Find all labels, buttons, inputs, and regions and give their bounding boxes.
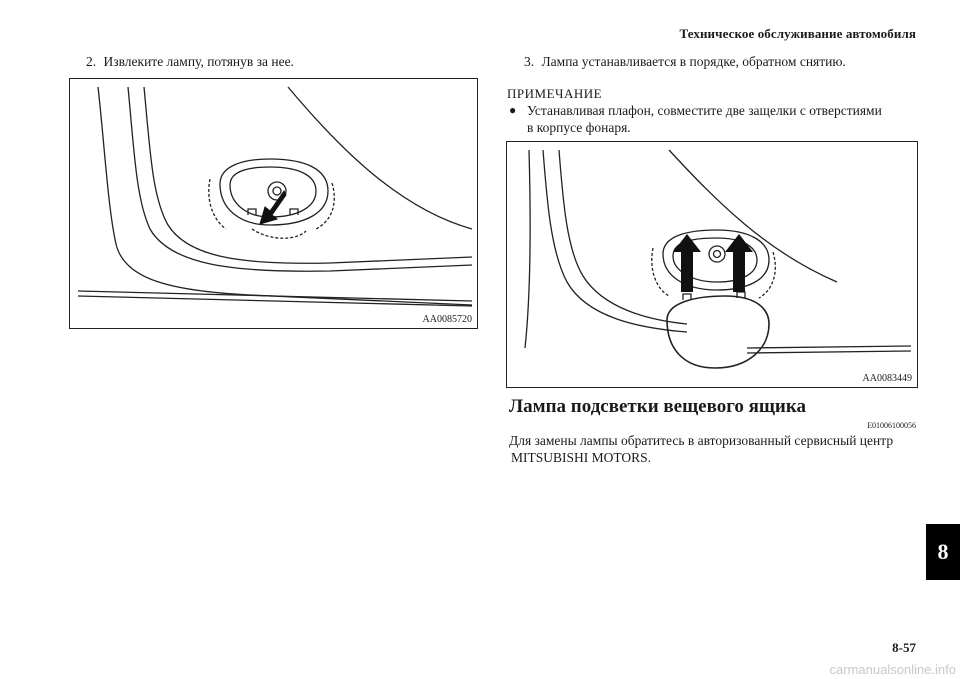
watermark: carmanualsonline.info <box>829 662 956 677</box>
figure-remove-lamp <box>69 78 478 329</box>
step-3-text: Лампа устанавливается в порядке, обратном снятию. <box>541 54 846 69</box>
section-code: E01006100056 <box>867 421 916 430</box>
section-body-line-2: MITSUBISHI MOTORS. <box>511 450 652 465</box>
chapter-tab <box>926 524 960 580</box>
section-title: Лампа подсветки вещевого ящика <box>509 396 807 417</box>
note-line-1: Устанавливая плафон, совместите две защелки с отверстиями <box>527 103 882 118</box>
step-2-text: Извлеките лампу, потянув за нее. <box>103 54 294 69</box>
figure-code: AA0085720 <box>422 314 472 325</box>
section-body <box>509 432 919 466</box>
page-number: 8-57 <box>892 640 916 655</box>
note-heading: ПРИМЕЧАНИЕ <box>507 86 603 101</box>
install-lamp-illustration <box>507 142 917 387</box>
note-line-2: в корпусе фонаря. <box>527 120 631 135</box>
step-2 <box>86 53 294 71</box>
note-item <box>509 102 909 136</box>
remove-lamp-illustration <box>70 79 477 328</box>
section-body-line-1: Для замены лампы обратитесь в авторизованный сервисный центр <box>509 433 894 448</box>
chapter-number: 8 <box>937 539 949 564</box>
step-3 <box>524 53 846 71</box>
figure-install-lamp <box>506 141 918 388</box>
step-3-number: 3. <box>524 54 535 69</box>
figure-code: AA0083449 <box>862 373 912 384</box>
bullet-icon: ● <box>509 103 517 117</box>
step-2-number: 2. <box>86 54 97 69</box>
running-header: Техническое обслуживание автомобиля <box>679 26 916 41</box>
